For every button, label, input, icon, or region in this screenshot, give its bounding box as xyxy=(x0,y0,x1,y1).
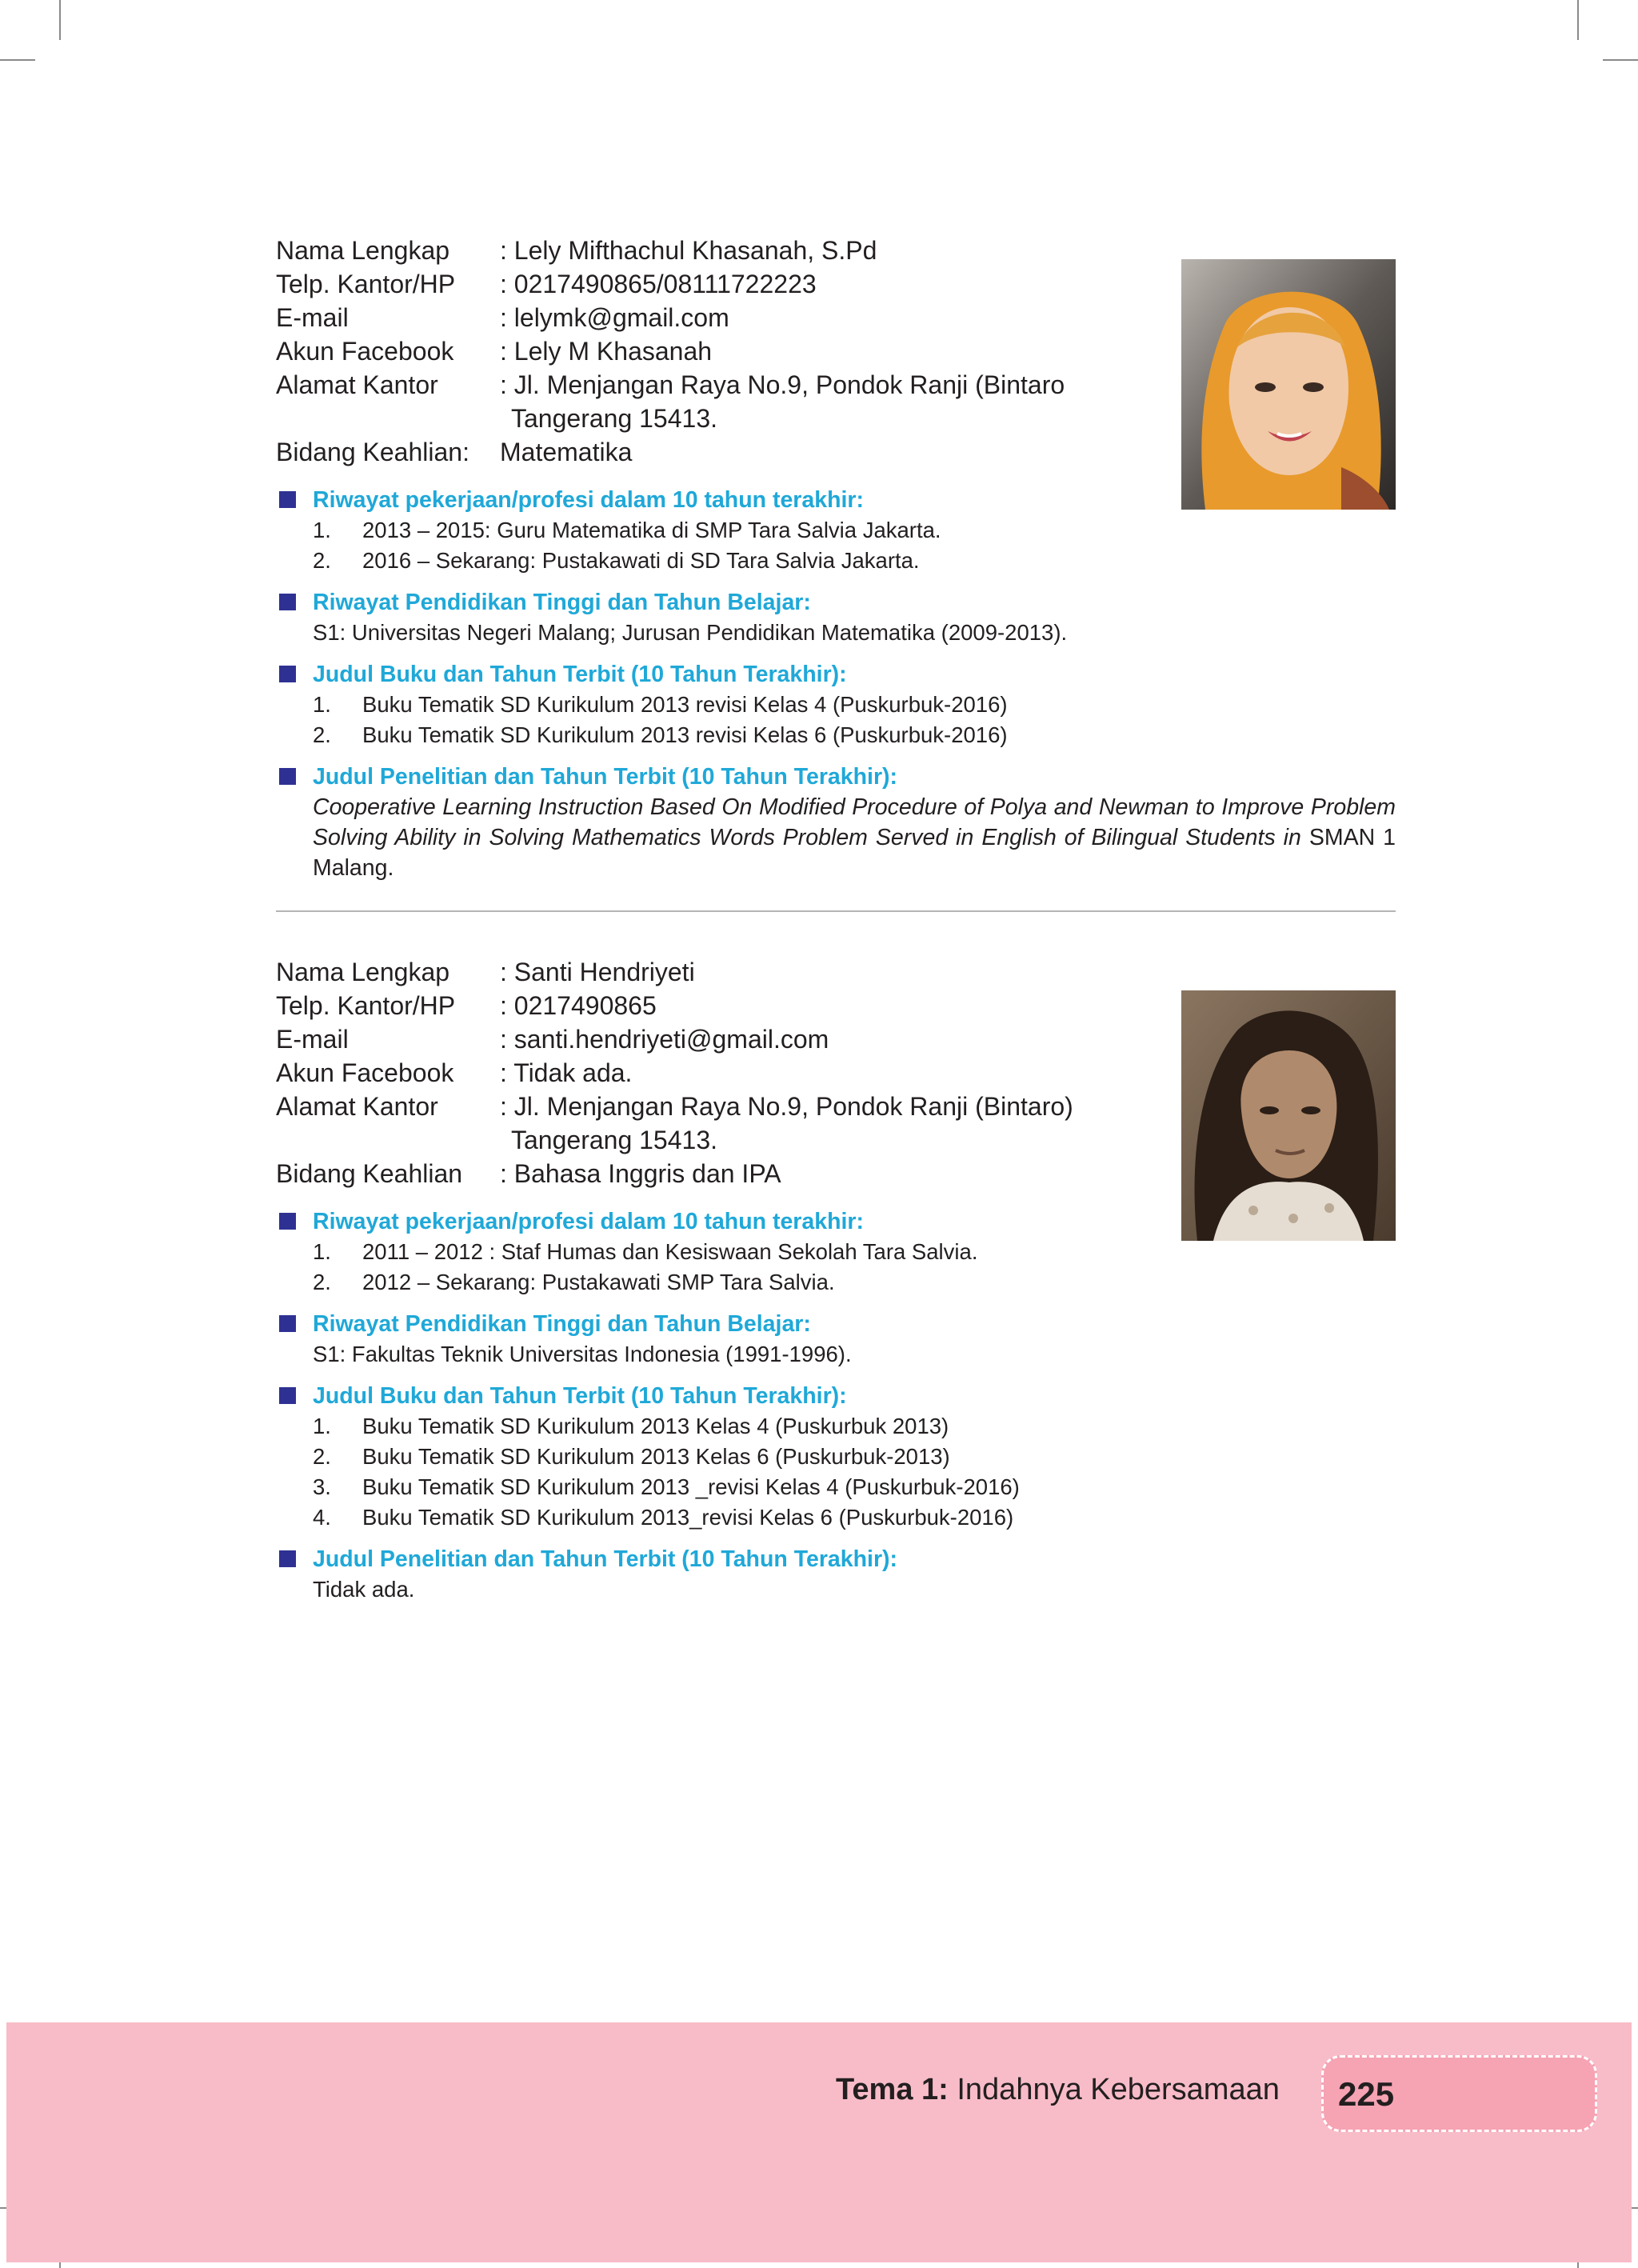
square-bullet-icon xyxy=(279,768,296,785)
section-heading xyxy=(276,1381,1396,1411)
work-history-section xyxy=(276,485,1396,576)
work-history-section xyxy=(276,1206,1396,1298)
square-bullet-icon xyxy=(279,1387,296,1404)
square-bullet-icon xyxy=(279,1213,296,1230)
info-label: Nama Lengkap xyxy=(276,958,450,986)
info-label xyxy=(276,1123,500,1157)
info-row xyxy=(276,955,1396,989)
info-value: : Lely Mifthachul Khasanah, S.Pd xyxy=(500,236,877,265)
section-heading xyxy=(276,659,1396,690)
list-number: 4. xyxy=(313,1505,331,1530)
books-section xyxy=(276,659,1396,750)
info-label: Telp. Kantor/HP xyxy=(276,270,456,298)
section-heading xyxy=(276,587,1396,618)
section-body xyxy=(276,515,1396,576)
author-profile xyxy=(276,234,1396,883)
crop-mark xyxy=(0,59,35,61)
list-number: 1. xyxy=(313,692,331,717)
section-heading xyxy=(276,762,1396,792)
author-photo-image xyxy=(1181,990,1396,1241)
info-label: Telp. Kantor/HP xyxy=(276,991,456,1020)
list-text: Buku Tematik SD Kurikulum 2013 revisi Kelas 4 (Puskurbuk-2016) xyxy=(362,692,1008,717)
author-photo-image xyxy=(1181,259,1396,510)
info-label xyxy=(276,402,500,435)
list-item xyxy=(313,1442,1396,1472)
section-body xyxy=(276,1237,1396,1298)
research-title xyxy=(313,792,1396,883)
author-photo xyxy=(1181,259,1396,510)
list-text: 2012 – Sekarang: Pustakawati SMP Tara Salvia. xyxy=(362,1270,835,1294)
section-body xyxy=(276,618,1396,648)
research-section xyxy=(276,762,1396,883)
author-profile xyxy=(276,955,1396,1605)
info-label: Akun Facebook xyxy=(276,337,454,366)
section-heading-text: Riwayat Pendidikan Tinggi dan Tahun Belajar: xyxy=(313,590,811,615)
info-value: : santi.hendriyeti@gmail.com xyxy=(500,1025,829,1054)
list-number: 1. xyxy=(313,518,331,542)
section-body xyxy=(276,1574,1396,1605)
page-number-box xyxy=(1321,2055,1597,2132)
list-text: Buku Tematik SD Kurikulum 2013_revisi Kelas 6 (Puskurbuk-2016) xyxy=(362,1505,1014,1530)
info-value: : 0217490865/08111722223 xyxy=(500,270,817,298)
square-bullet-icon xyxy=(279,491,296,508)
info-value: : Santi Hendriyeti xyxy=(500,958,695,986)
research-title-plain: SMAN 1 Malang. xyxy=(313,825,1396,881)
list-item xyxy=(313,1237,1396,1267)
education-text: S1: Fakultas Teknik Universitas Indonesia (1991-1996). xyxy=(313,1342,852,1366)
research-text: Tidak ada. xyxy=(313,1577,415,1602)
section-body xyxy=(276,1339,1396,1370)
list-text: 2016 – Sekarang: Pustakawati di SD Tara Salvia Jakarta. xyxy=(362,548,920,573)
books-section xyxy=(276,1381,1396,1533)
list-number: 1. xyxy=(313,1414,331,1438)
list-item xyxy=(313,515,1396,546)
info-value: Tangerang 15413. xyxy=(511,1126,717,1154)
info-value: : Jl. Menjangan Raya No.9, Pondok Ranji (Bintaro xyxy=(500,370,1065,399)
list-text: Buku Tematik SD Kurikulum 2013 _revisi Kelas 4 (Puskurbuk-2016) xyxy=(362,1474,1020,1499)
list-item xyxy=(313,1502,1396,1533)
info-value: : Lely M Khasanah xyxy=(500,337,713,366)
info-label: E-mail xyxy=(276,1025,349,1054)
crop-mark xyxy=(59,0,61,40)
list-text: Buku Tematik SD Kurikulum 2013 Kelas 6 (Puskurbuk-2013) xyxy=(362,1444,950,1469)
info-value: : lelymk@gmail.com xyxy=(500,303,729,332)
section-heading xyxy=(276,1309,1396,1339)
list-item xyxy=(313,1472,1396,1502)
list-number: 2. xyxy=(313,722,331,747)
footer-theme xyxy=(836,2072,1280,2107)
section-heading xyxy=(276,1544,1396,1574)
info-value: : Tidak ada. xyxy=(500,1058,633,1087)
list-text: 2013 – 2015: Guru Matematika di SMP Tara Salvia Jakarta. xyxy=(362,518,941,542)
info-label: E-mail xyxy=(276,303,349,332)
square-bullet-icon xyxy=(279,594,296,610)
section-heading-text: Riwayat Pendidikan Tinggi dan Tahun Belajar: xyxy=(313,1311,811,1337)
info-label: Bidang Keahlian xyxy=(276,1159,463,1188)
info-label: Alamat Kantor xyxy=(276,370,438,399)
info-value: Matematika xyxy=(500,438,633,466)
section-body xyxy=(276,1411,1396,1533)
section-heading-text: Judul Penelitian dan Tahun Terbit (10 Tahun Terakhir): xyxy=(313,764,898,790)
list-item xyxy=(313,546,1396,576)
page-number: 225 xyxy=(1338,2075,1395,2113)
list-item xyxy=(313,1267,1396,1298)
info-label: Nama Lengkap xyxy=(276,236,450,265)
section-divider xyxy=(276,910,1396,912)
square-bullet-icon xyxy=(279,1315,296,1332)
education-text: S1: Universitas Negeri Malang; Jurusan Pendidikan Matematika (2009-2013). xyxy=(313,620,1068,645)
education-section xyxy=(276,1309,1396,1370)
section-heading-text: Riwayat pekerjaan/profesi dalam 10 tahun terakhir: xyxy=(313,1209,864,1234)
theme-label: Tema 1: xyxy=(836,2073,949,2106)
list-text: 2011 – 2012 : Staf Humas dan Kesiswaan Sekolah Tara Salvia. xyxy=(362,1239,978,1264)
list-number: 3. xyxy=(313,1474,331,1499)
list-number: 2. xyxy=(313,548,331,573)
info-label: Alamat Kantor xyxy=(276,1092,438,1121)
crop-mark xyxy=(1603,59,1638,61)
section-heading-text: Judul Buku dan Tahun Terbit (10 Tahun Terakhir): xyxy=(313,1383,847,1409)
research-section xyxy=(276,1544,1396,1605)
list-text: Buku Tematik SD Kurikulum 2013 Kelas 4 (Puskurbuk 2013) xyxy=(362,1414,949,1438)
education-section xyxy=(276,587,1396,648)
section-heading xyxy=(276,1206,1396,1237)
section-heading-text: Riwayat pekerjaan/profesi dalam 10 tahun terakhir: xyxy=(313,487,864,513)
list-item xyxy=(313,1411,1396,1442)
square-bullet-icon xyxy=(279,1550,296,1567)
info-value: : 0217490865 xyxy=(500,991,657,1020)
section-heading-text: Judul Buku dan Tahun Terbit (10 Tahun Terakhir): xyxy=(313,662,847,687)
info-value: : Bahasa Inggris dan IPA xyxy=(500,1159,781,1188)
list-item xyxy=(313,690,1396,720)
theme-title: Indahnya Kebersamaan xyxy=(948,2073,1280,2106)
info-value: : Jl. Menjangan Raya No.9, Pondok Ranji (Bintaro) xyxy=(500,1092,1073,1121)
section-heading xyxy=(276,485,1396,515)
square-bullet-icon xyxy=(279,666,296,682)
list-text: Buku Tematik SD Kurikulum 2013 revisi Kelas 6 (Puskurbuk-2016) xyxy=(362,722,1008,747)
author-photo xyxy=(1181,990,1396,1241)
crop-mark xyxy=(1577,0,1579,40)
list-item xyxy=(313,720,1396,750)
list-number: 2. xyxy=(313,1270,331,1294)
info-label: Bidang Keahlian: xyxy=(276,438,469,466)
section-body xyxy=(276,690,1396,750)
research-title-italic: Cooperative Learning Instruction Based On Modified Procedure of Polya and Newman to Improve Problem Solving Ability in Solving Mathematics Words Problem Served in English of Bilingual Students in xyxy=(313,794,1396,850)
info-value: Tangerang 15413. xyxy=(511,404,717,433)
list-number: 2. xyxy=(313,1444,331,1469)
list-number: 1. xyxy=(313,1239,331,1264)
section-heading-text: Judul Penelitian dan Tahun Terbit (10 Tahun Terakhir): xyxy=(313,1546,898,1572)
section-body xyxy=(276,792,1396,883)
info-label: Akun Facebook xyxy=(276,1058,454,1087)
